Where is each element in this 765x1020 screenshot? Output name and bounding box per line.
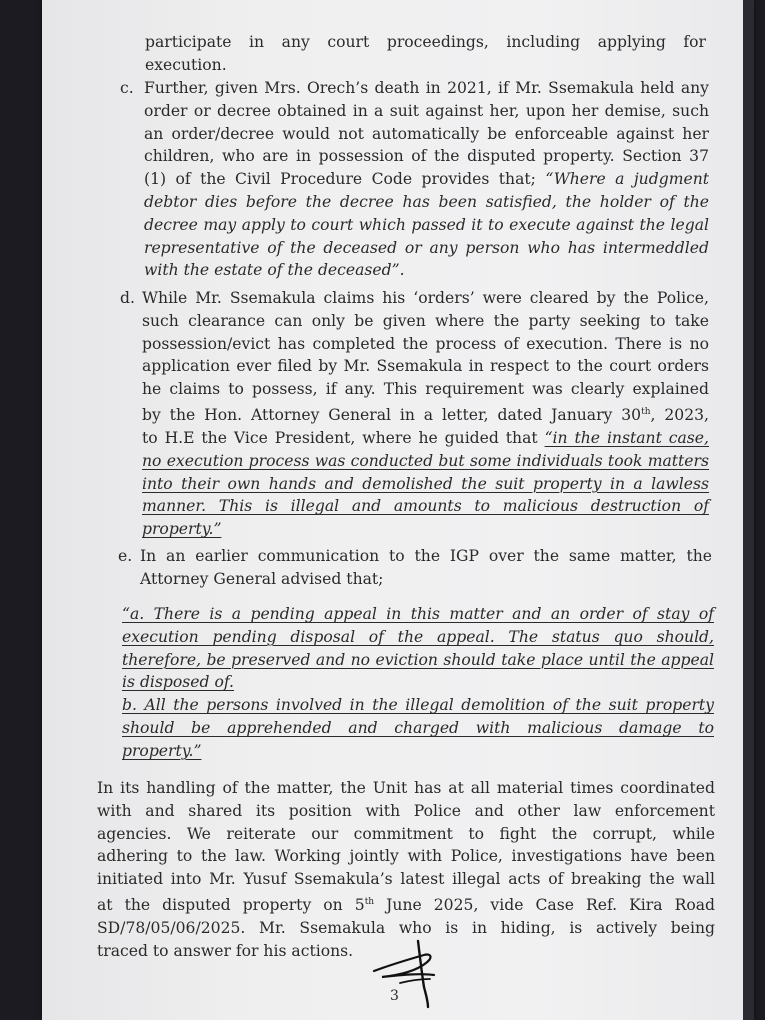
text-line: representative of the deceased or any person who has intermeddled [144, 238, 709, 257]
text-line: at the disputed property on 5th June 2025, vide Case Ref. Kira Road [97, 896, 715, 915]
text-line-normal-part: (1) of the Civil Procedure Code provides that; [144, 170, 546, 189]
text-line: In its handling of the matter, the Unit has at all material times coordinated [97, 779, 715, 797]
text-line: property.” [142, 520, 222, 539]
text-line: initiated into Mr. Yusuf Ssemakula’s latest illegal acts of breaking the wall [97, 870, 715, 889]
text-line: participate in any court proceedings, including applying for [145, 33, 706, 51]
text-line: debtor dies before the decree has been satisfied, the holder of the [144, 192, 709, 211]
page-edge-shadow [743, 0, 754, 1020]
text-line: agencies. We reiterate our commitment to fight the corrupt, while [97, 824, 715, 843]
text-line: such clearance can only be given where the party seeking to take [142, 311, 709, 330]
text-line: While Mr. Ssemakula claims his ‘orders’ were cleared by the Police, [142, 289, 709, 307]
quoted-text: “in the instant case, [544, 428, 709, 447]
quoted-text: “Where a judgment [545, 170, 710, 189]
text-line: adhering to the law. Working jointly with Police, investigations have been [97, 847, 715, 866]
quote-line: is disposed of. [122, 673, 235, 692]
text-line: traced to answer for his actions. [97, 941, 354, 960]
quote-line: should be apprehended and charged with malicious damage to [122, 718, 714, 737]
text-line: application ever filed by Mr. Ssemakula in respect to the court orders [142, 357, 709, 376]
text-line: into their own hands and demolished the suit property in a lawless [142, 474, 709, 493]
text-line: an order/decree would not automatically be enforceable against her [144, 124, 709, 143]
text-line: no execution process was conducted but some individuals took matters [142, 451, 709, 470]
text-line: to H.E the Vice President, where he guided that “in the instant case, [142, 428, 709, 447]
quote-line: therefore, be preserved and no eviction should take place until the appeal [122, 650, 714, 669]
text-line: with and shared its position with Police and other law enforcement [97, 801, 715, 820]
item-label: e. [118, 547, 133, 565]
text-line [144, 168, 709, 191]
item-label: d. [120, 289, 135, 307]
text-line: by the Hon. Attorney General in a letter, dated January 30th, 2023, [142, 406, 709, 425]
quote-line: b. All the persons involved in the illegal demolition of the suit property [122, 696, 714, 715]
text-line: with the estate of the deceased”. [144, 261, 405, 280]
text-line: Further, given Mrs. Orech’s death in 2021, if Mr. Ssemakula held any [144, 79, 709, 97]
quote-line: execution pending disposal of the appeal. The status quo should, [122, 627, 714, 646]
text-line: Attorney General advised that; [140, 569, 384, 588]
text-line: manner. This is illegal and amounts to malicious destruction of [142, 497, 709, 516]
text-line: he claims to possess, if any. This requirement was clearly explained [142, 380, 709, 399]
block-quote [122, 603, 714, 763]
text-line: children, who are in possession of the disputed property. Section 37 [144, 147, 709, 166]
handwritten-signature [360, 935, 450, 1010]
text-line: execution. [145, 55, 227, 74]
item-label: c. [120, 79, 134, 97]
text-line: possession/evict has completed the process of execution. There is no [142, 334, 709, 353]
text-line: decree may apply to court which passed it to execute against the legal [144, 215, 709, 234]
page-number: 3 [390, 988, 399, 1004]
text-line: order or decree obtained in a suit against her, upon her demise, such [144, 101, 709, 120]
quote-line: “a. There is a pending appeal in this matter and an order of stay of [122, 605, 714, 623]
text-line: In an earlier communication to the IGP over the same matter, the [140, 547, 712, 565]
quote-line: property.” [122, 741, 202, 760]
text-line: SD/78/05/06/2025. Mr. Ssemakula who is in hiding, is actively being [97, 918, 715, 937]
continuation-paragraph [145, 31, 706, 77]
